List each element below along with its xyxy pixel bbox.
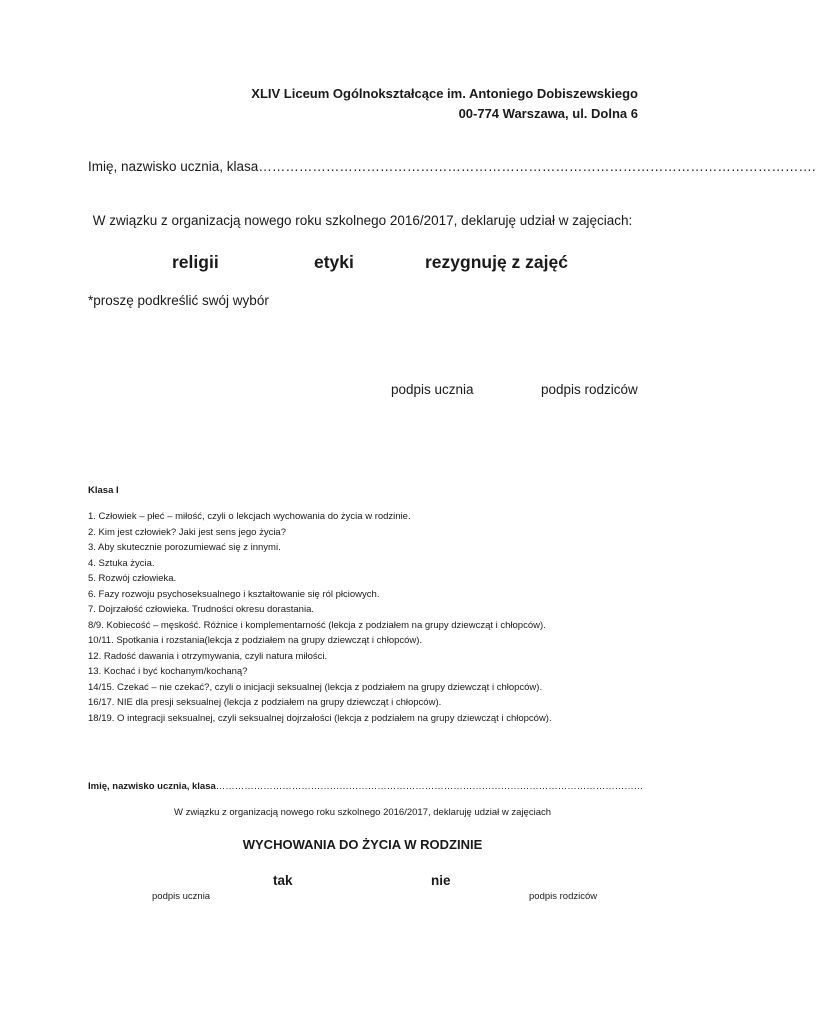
class-label: Klasa I <box>88 485 119 496</box>
student-name-dots-2: ……………………………………………………………………………………………………………………… <box>215 781 644 792</box>
list-item: 18/19. O integracji seksualnej, czyli seksualnej dojrzałości (lekcja z podziałem na grupy dziewcząt i chłopców). <box>88 712 552 724</box>
list-item: 13. Kochać i być kochanym/kochaną? <box>88 666 248 677</box>
option-no: nie <box>431 873 451 888</box>
topic-list <box>88 509 552 726</box>
signature-student-label-2: podpis ucznia <box>152 891 211 902</box>
list-item: 2. Kim jest człowiek? Jaki jest sens jego życia? <box>88 526 286 538</box>
list-item: 16/17. NIE dla presji seksualnej (lekcja z podziałem na grupy dziewcząt i chłopców). <box>88 697 442 708</box>
declaration-text: W związku z organizacją nowego roku szkolnego 2016/2017, deklaruję udział w zajęciach: <box>92 213 633 228</box>
signature-parents-label: podpis rodziców <box>541 382 638 397</box>
declaration-text-2: W związku z organizacją nowego roku szkolnego 2016/2017, deklaruję udział w zajęciach <box>173 807 552 818</box>
school-address: 00-774 Warszawa, ul. Dolna 6 <box>458 106 638 121</box>
list-item: 12. Radość dawania i otrzymywania, czyli natura miłości. <box>88 650 328 662</box>
list-item: 14/15. Czekać – nie czekać?, czyli o inicjacji seksualnej (lekcja z podziałem na grupy dziewcząt i chłopców). <box>88 681 543 693</box>
subject-title: WYCHOWANIA DO ŻYCIA W RODZINIE <box>242 837 483 852</box>
student-name-field-2 <box>88 781 643 792</box>
signature-parents-label-2: podpis rodziców <box>529 891 598 902</box>
option-ethics: etyki <box>314 252 354 272</box>
list-item: 5. Rozwój człowieka. <box>88 573 177 584</box>
student-name-field: Imię, nazwisko ucznia, klasa……………………………………………………………………………………………………………. <box>88 159 816 174</box>
list-item: 1. Człowiek – płeć – miłość, czyli o lekcjach wychowania do życia w rodzinie. <box>88 511 411 522</box>
list-item: 7. Dojrzałość człowieka. Trudności okresu dorastania. <box>88 604 314 615</box>
underline-note: *proszę podkreślić swój wybór <box>88 293 269 308</box>
option-religion: religii <box>172 252 219 272</box>
option-yes: tak <box>273 873 293 888</box>
list-item: 6. Fazy rozwoju psychoseksualnego i kształtowanie się ról płciowych. <box>88 588 380 600</box>
option-opt-out: rezygnuję z zajęć <box>425 252 568 272</box>
signature-student-label: podpis ucznia <box>391 382 474 397</box>
student-name-label-2: Imię, nazwisko ucznia, klasa <box>88 781 216 792</box>
list-item: 10/11. Spotkania i rozstania(lekcja z podziałem na grupy dziewcząt i chłopców). <box>88 635 423 646</box>
list-item: 3. Aby skutecznie porozumiewać się z innymi. <box>88 542 281 553</box>
list-item: 8/9. Kobiecość – męskość. Różnice i komplementarność (lekcja z podziałem na grupy dziewcząt i chłopców). <box>88 619 546 631</box>
school-name: XLIV Liceum Ogólnokształcące im. Antoniego Dobiszewskiego <box>251 86 638 101</box>
list-item: 4. Sztuka życia. <box>88 557 155 569</box>
